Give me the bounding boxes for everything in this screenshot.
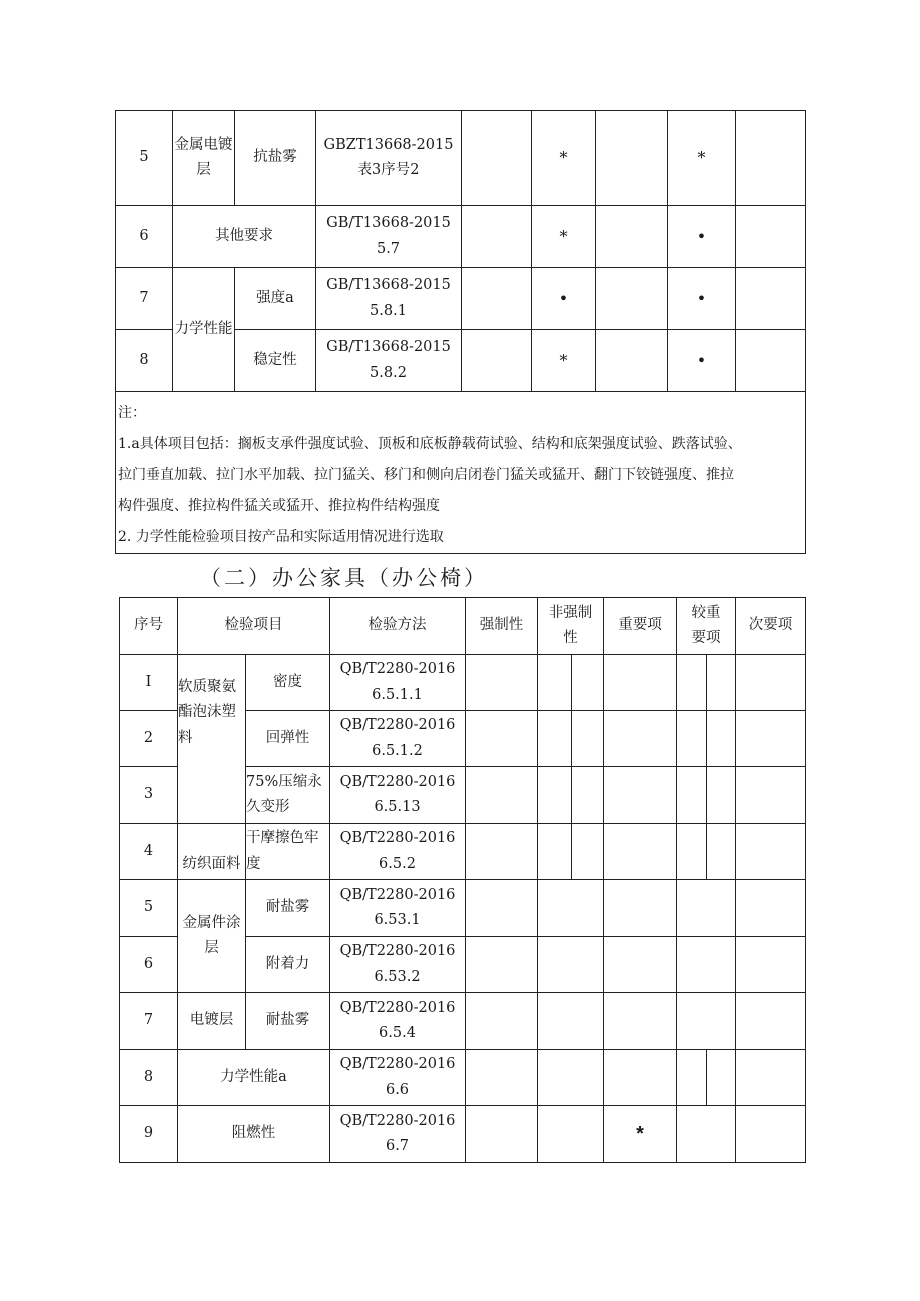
row-number: 6 bbox=[120, 937, 178, 993]
mark-cell: * bbox=[604, 1106, 677, 1163]
note-line: 1.a具体项目包括：搁板支承件强度试验、顶板和底板静载荷试验、结构和底架强度试验、跌落试验、 bbox=[118, 436, 742, 452]
mark-cell bbox=[677, 655, 707, 711]
mark-cell bbox=[736, 880, 806, 937]
notes bbox=[116, 392, 806, 554]
mark-cell bbox=[707, 824, 736, 880]
header-row bbox=[120, 598, 806, 655]
mark-cell: * bbox=[532, 206, 596, 268]
mark-cell bbox=[707, 655, 736, 711]
test-method: QB/T2280-2016 6.5.1.2 bbox=[330, 711, 466, 767]
mark-cell bbox=[466, 824, 538, 880]
mark-cell bbox=[462, 268, 532, 330]
note-line: 拉门垂直加载、拉门水平加载、拉门猛关、移门和侧向启闭卷门猛关或猛开、翻门下铰链强度、推拉 bbox=[118, 467, 734, 483]
mark-cell bbox=[462, 206, 532, 268]
mark-cell bbox=[736, 655, 806, 711]
item-group: 其他要求 bbox=[173, 206, 316, 268]
item-name: 回弹性 bbox=[246, 711, 330, 767]
row-number: 7 bbox=[120, 993, 178, 1050]
mark-cell bbox=[736, 1106, 806, 1163]
test-method: GB/T13668-2015 5.8.1 bbox=[316, 268, 462, 330]
item-group: 电镀层 bbox=[178, 993, 246, 1050]
item-group: 阻燃性 bbox=[178, 1106, 330, 1163]
item-name: 稳定性 bbox=[235, 330, 316, 392]
row-number: 8 bbox=[116, 330, 173, 392]
mark-cell bbox=[538, 655, 572, 711]
mark-cell: • bbox=[668, 268, 736, 330]
mark-cell bbox=[736, 937, 806, 993]
mark-cell bbox=[538, 1050, 604, 1106]
notes-row bbox=[116, 392, 806, 554]
item-name: 干摩擦色牢度 bbox=[246, 824, 330, 880]
mark-cell bbox=[707, 711, 736, 767]
item-name: 抗盐雾 bbox=[235, 111, 316, 206]
test-method: QB/T2280-2016 6.5.4 bbox=[330, 993, 466, 1050]
item-group: 力学性能a bbox=[178, 1050, 330, 1106]
mark-cell bbox=[677, 993, 736, 1050]
mark-cell bbox=[677, 824, 707, 880]
mark-cell bbox=[736, 268, 806, 330]
mark-cell bbox=[707, 767, 736, 824]
mark-cell bbox=[677, 711, 707, 767]
mark-cell bbox=[677, 1050, 707, 1106]
item-group: 软质聚氨酯泡沫塑料 bbox=[178, 655, 246, 824]
header-minor: 次要项 bbox=[736, 598, 806, 655]
mark-cell bbox=[466, 880, 538, 937]
header-method: 检验方法 bbox=[330, 598, 466, 655]
table-row bbox=[116, 268, 806, 330]
item-group: 金属件涂层 bbox=[178, 880, 246, 993]
mark-cell bbox=[604, 824, 677, 880]
row-number: 3 bbox=[120, 767, 178, 824]
mark-cell bbox=[538, 880, 604, 937]
mark-cell bbox=[596, 330, 668, 392]
section-heading: （二）办公家具（办公椅） bbox=[200, 566, 488, 590]
note-line: 注： bbox=[118, 405, 146, 421]
mark-cell bbox=[736, 111, 806, 206]
mark-cell bbox=[538, 1106, 604, 1163]
mark-cell bbox=[462, 330, 532, 392]
table-row bbox=[120, 1106, 806, 1163]
row-number: 5 bbox=[116, 111, 173, 206]
test-method: QB/T2280-2016 6.7 bbox=[330, 1106, 466, 1163]
header-non-mandatory: 非强制性 bbox=[538, 598, 604, 655]
table-office-chair bbox=[119, 597, 806, 1163]
mark-cell bbox=[538, 767, 572, 824]
mark-cell bbox=[538, 937, 604, 993]
item-name: 75%压缩永久变形 bbox=[246, 767, 330, 824]
mark-cell: • bbox=[532, 268, 596, 330]
table-row bbox=[116, 206, 806, 268]
table-row bbox=[120, 824, 806, 880]
test-method: GBZT13668-2015 表3序号2 bbox=[316, 111, 462, 206]
mark-cell bbox=[604, 937, 677, 993]
mark-cell bbox=[572, 824, 604, 880]
mark-cell bbox=[538, 993, 604, 1050]
test-method: QB/T2280-2016 6.53.2 bbox=[330, 937, 466, 993]
note-line: 2. 力学性能检验项目按产品和实际适用情况进行选取 bbox=[118, 529, 444, 545]
mark-cell bbox=[466, 1050, 538, 1106]
row-number: 7 bbox=[116, 268, 173, 330]
table-row bbox=[120, 880, 806, 937]
mark-cell bbox=[466, 937, 538, 993]
mark-cell bbox=[572, 655, 604, 711]
mark-cell bbox=[604, 1050, 677, 1106]
row-number: 9 bbox=[120, 1106, 178, 1163]
mark-cell bbox=[677, 880, 736, 937]
row-number: 6 bbox=[116, 206, 173, 268]
header-number: 序号 bbox=[120, 598, 178, 655]
mark-cell bbox=[604, 767, 677, 824]
mark-cell bbox=[736, 330, 806, 392]
test-method: QB/T2280-2016 6.53.1 bbox=[330, 880, 466, 937]
mark-cell bbox=[677, 937, 736, 993]
table-row bbox=[120, 1050, 806, 1106]
mark-cell bbox=[462, 111, 532, 206]
mark-cell bbox=[604, 655, 677, 711]
item-group: 纺织面料 bbox=[178, 824, 246, 880]
mark-cell bbox=[538, 824, 572, 880]
table-furniture-continued bbox=[115, 110, 806, 554]
mark-cell: • bbox=[668, 330, 736, 392]
mark-cell bbox=[466, 767, 538, 824]
header-mandatory: 强制性 bbox=[466, 598, 538, 655]
mark-cell bbox=[736, 1050, 806, 1106]
test-method: GB/T13668-2015 5.8.2 bbox=[316, 330, 462, 392]
test-method: QB/T2280-2016 6.5.1.1 bbox=[330, 655, 466, 711]
row-number: 2 bbox=[120, 711, 178, 767]
mark-cell: * bbox=[532, 330, 596, 392]
item-name: 耐盐雾 bbox=[246, 993, 330, 1050]
header-major: 重要项 bbox=[604, 598, 677, 655]
row-number: 5 bbox=[120, 880, 178, 937]
header-item: 检验项目 bbox=[178, 598, 330, 655]
mark-cell bbox=[736, 206, 806, 268]
item-name: 耐盐雾 bbox=[246, 880, 330, 937]
item-group: 金属电镀层 bbox=[173, 111, 235, 206]
mark-cell: * bbox=[668, 111, 736, 206]
mark-cell bbox=[596, 111, 668, 206]
mark-cell: * bbox=[532, 111, 596, 206]
mark-cell bbox=[466, 993, 538, 1050]
mark-cell bbox=[736, 711, 806, 767]
mark-cell bbox=[736, 767, 806, 824]
mark-cell bbox=[596, 268, 668, 330]
mark-cell bbox=[677, 1106, 736, 1163]
mark-cell bbox=[677, 767, 707, 824]
mark-cell bbox=[604, 711, 677, 767]
mark-cell bbox=[596, 206, 668, 268]
row-number: 4 bbox=[120, 824, 178, 880]
mark-cell bbox=[736, 824, 806, 880]
item-group: 力学性能 bbox=[173, 268, 235, 392]
row-number: I bbox=[120, 655, 178, 711]
mark-cell bbox=[466, 1106, 538, 1163]
mark-cell bbox=[736, 993, 806, 1050]
row-number: 8 bbox=[120, 1050, 178, 1106]
table-row bbox=[120, 993, 806, 1050]
mark-cell bbox=[604, 993, 677, 1050]
mark-cell bbox=[538, 711, 572, 767]
test-method: GB/T13668-2015 5.7 bbox=[316, 206, 462, 268]
header-relatively-major: 较重要项 bbox=[677, 598, 736, 655]
mark-cell bbox=[572, 711, 604, 767]
item-name: 密度 bbox=[246, 655, 330, 711]
note-line: 构件强度、推拉构件猛关或猛开、推拉构件结构强度 bbox=[118, 498, 440, 514]
mark-cell bbox=[466, 655, 538, 711]
mark-cell bbox=[707, 1050, 736, 1106]
mark-cell bbox=[604, 880, 677, 937]
item-name: 附着力 bbox=[246, 937, 330, 993]
table-row bbox=[120, 655, 806, 711]
table-row bbox=[116, 111, 806, 206]
mark-cell: • bbox=[668, 206, 736, 268]
test-method: QB/T2280-2016 6.6 bbox=[330, 1050, 466, 1106]
test-method: QB/T2280-2016 6.5.13 bbox=[330, 767, 466, 824]
mark-cell bbox=[466, 711, 538, 767]
mark-cell bbox=[572, 767, 604, 824]
item-name: 强度a bbox=[235, 268, 316, 330]
test-method: QB/T2280-2016 6.5.2 bbox=[330, 824, 466, 880]
